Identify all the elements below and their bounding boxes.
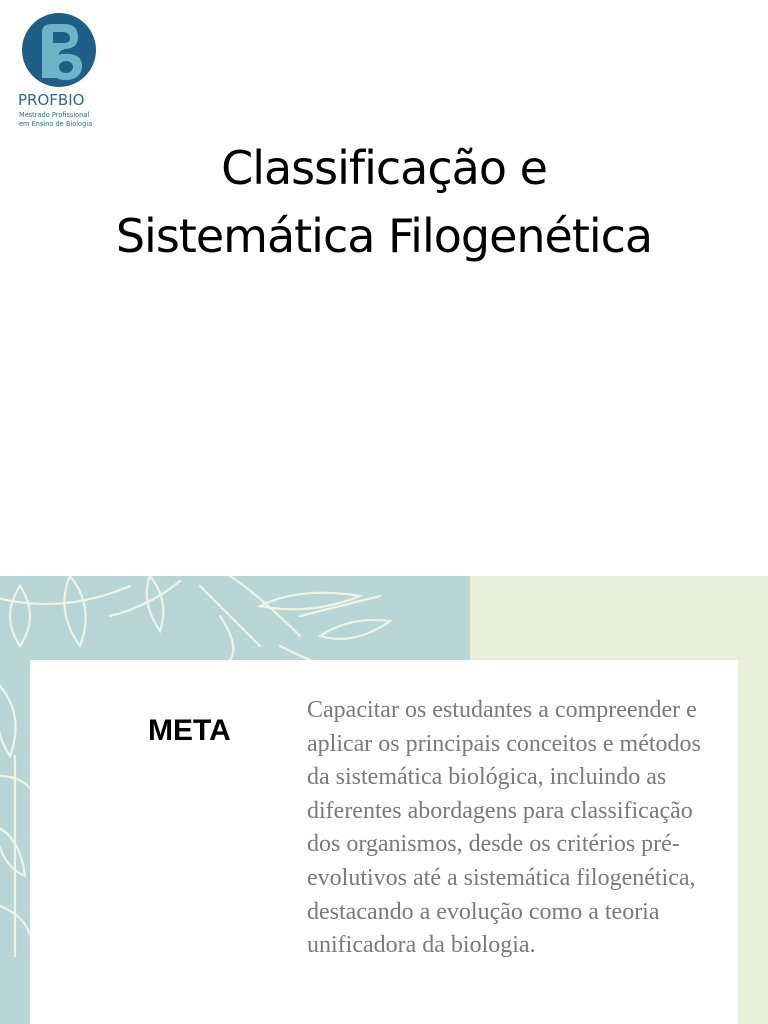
logo-name: PROFBIO xyxy=(18,91,85,109)
profbio-logo xyxy=(18,12,100,130)
meta-slide xyxy=(0,576,768,1024)
logo-subtitle-line2: em Ensino de Biologia xyxy=(19,120,93,128)
slide-title-line1: Classificação e xyxy=(221,141,547,195)
logo-subtitle-line1: Mestrado Profissional xyxy=(19,111,90,119)
meta-description: Capacitar os estudantes a compreender e aplicar os principais conceitos e métodos da sistemática biológica, incluindo as diferentes abordagens para classificação dos organismos, desde os critérios pré-evolutivos até a sistemática filogenética, destacando a evolução como a teoria unificadora da biologia. xyxy=(307,697,701,959)
slide-title-line2: Sistemática Filogenética xyxy=(115,209,653,263)
meta-label: META xyxy=(148,714,231,747)
meta-card xyxy=(30,660,738,1024)
profbio-logo-mark-icon xyxy=(20,12,98,88)
slide-title xyxy=(40,134,728,270)
